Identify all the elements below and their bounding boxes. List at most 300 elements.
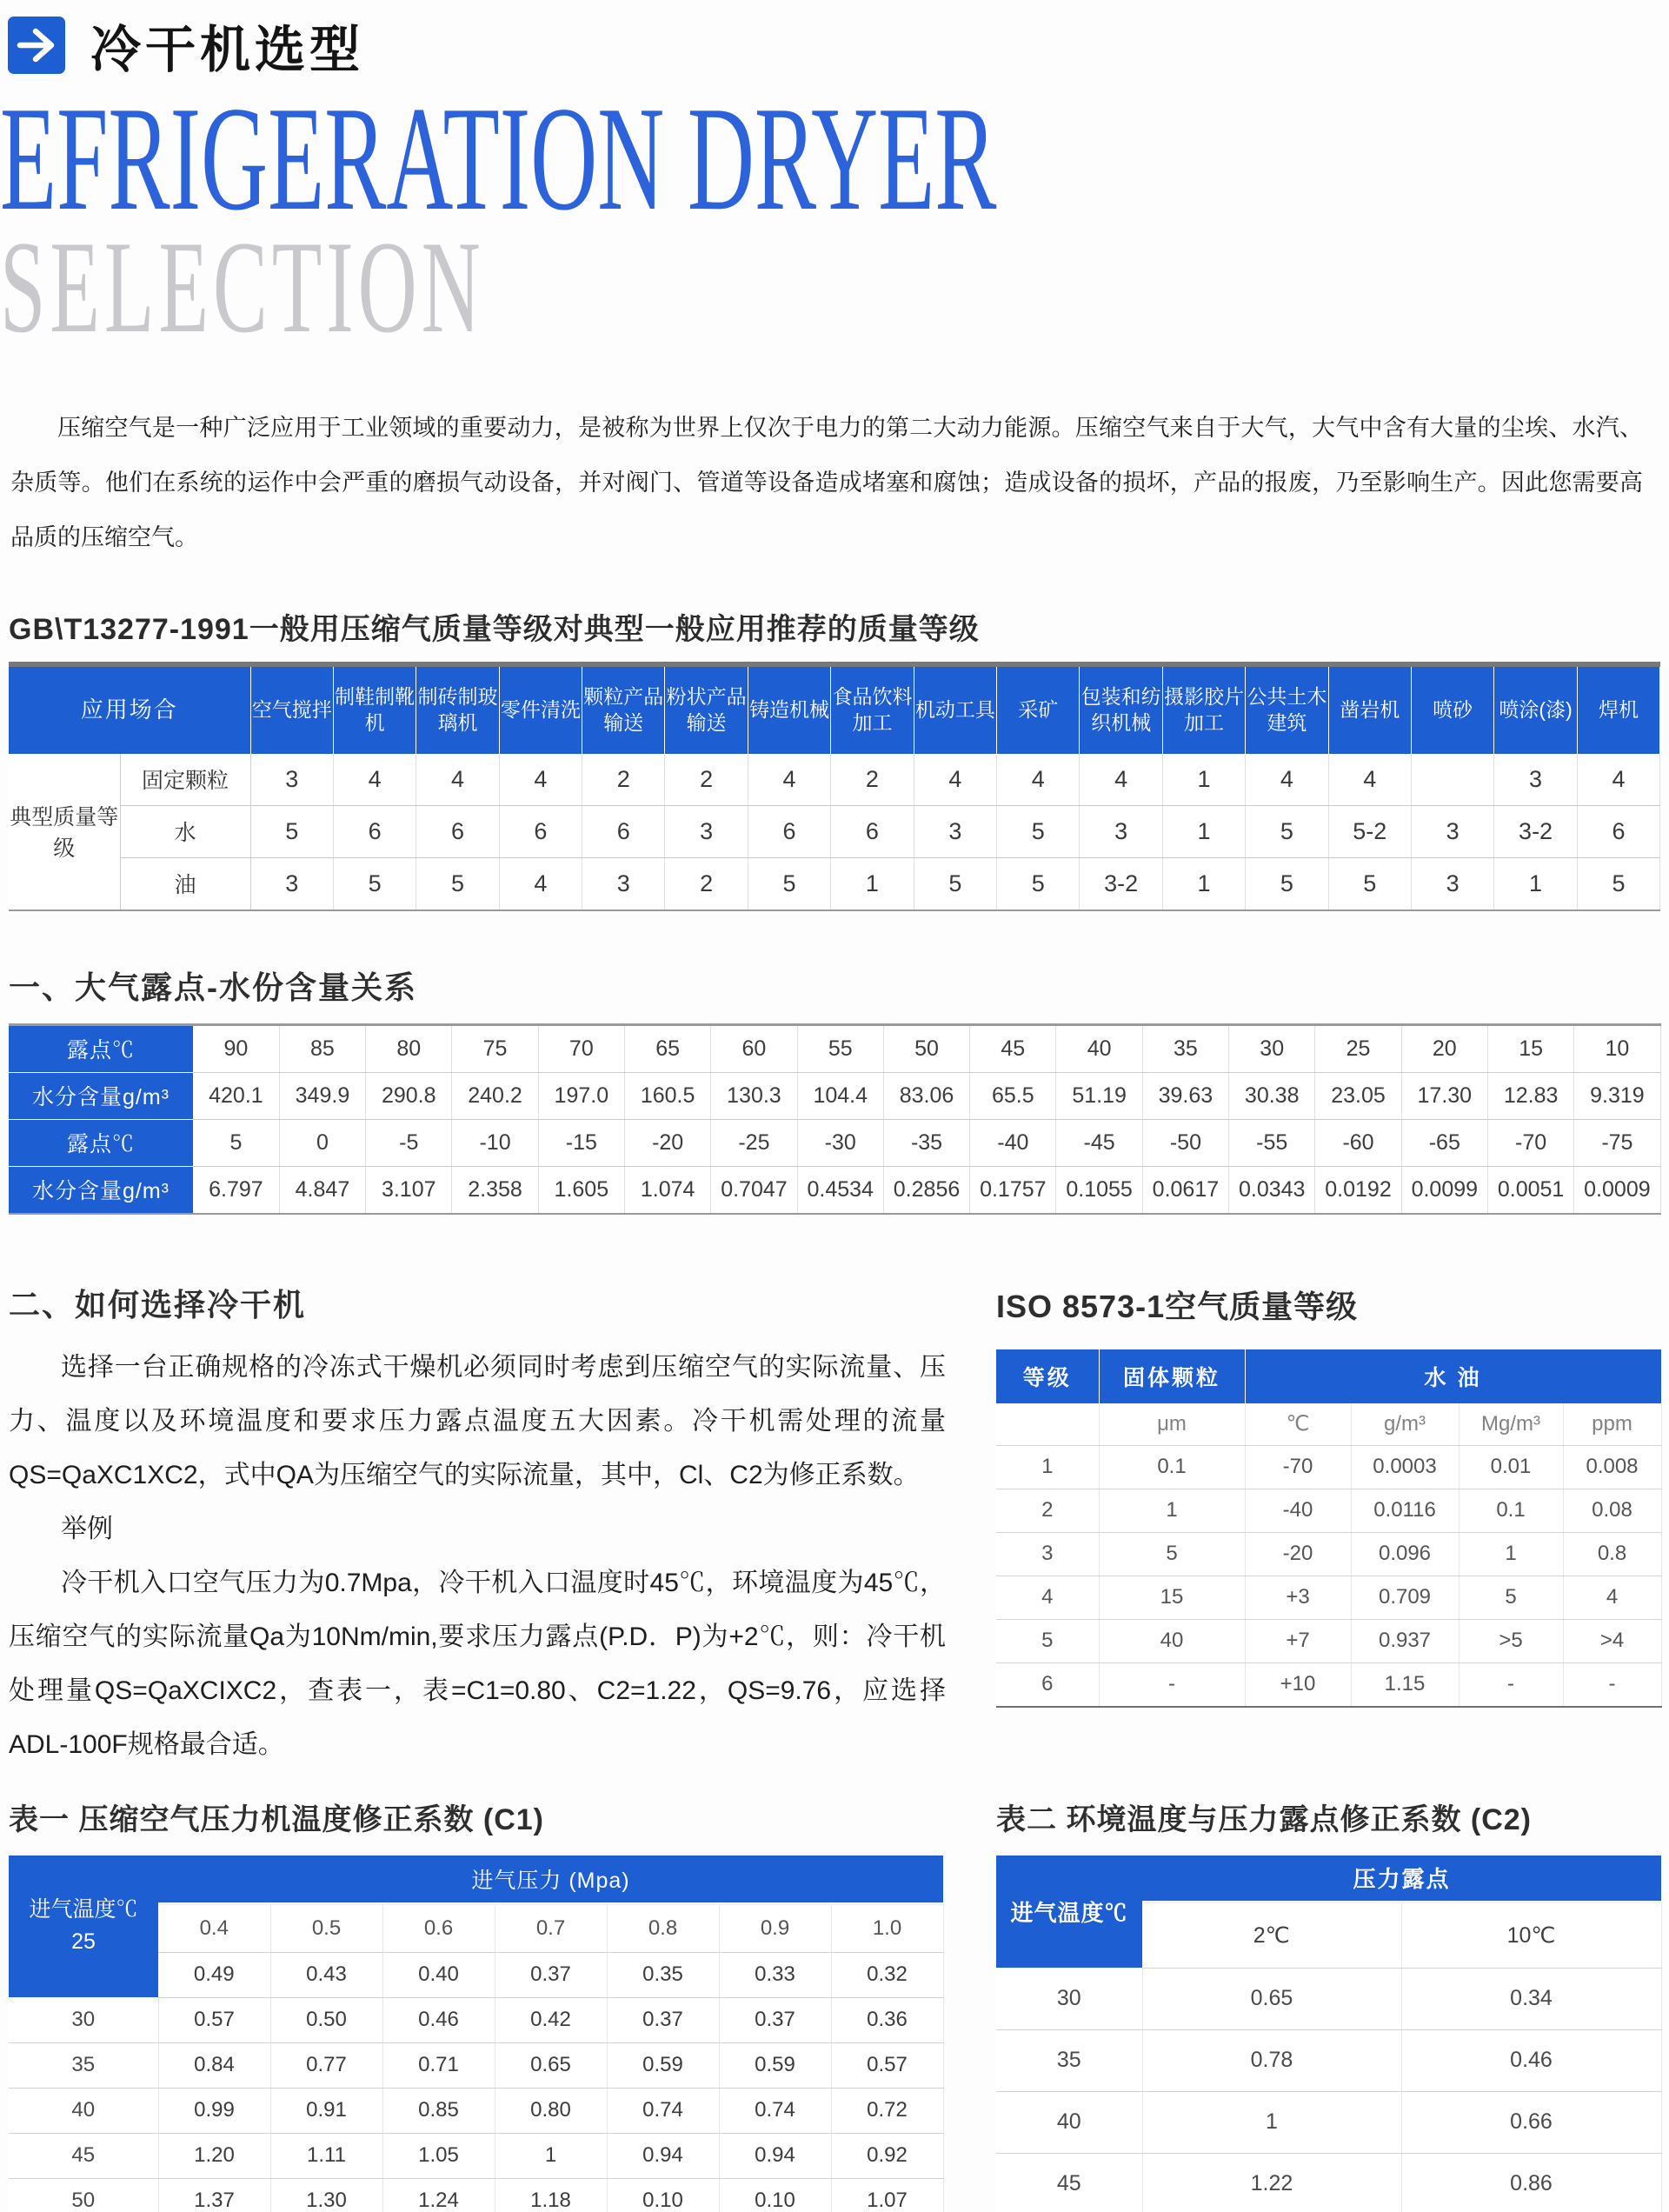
cell: 0.92 [831, 2133, 943, 2178]
cell: 0.74 [607, 2088, 719, 2133]
cell: 0.91 [270, 2088, 382, 2133]
c2-table-heading: 表二 环境温度与压力露点修正系数 (C2) [996, 1802, 1532, 1836]
cell: 1 [1142, 2091, 1401, 2153]
cell: 30.38 [1229, 1072, 1315, 1119]
cell: -15 [538, 1119, 624, 1166]
gb-column-header: 颗粒产品输送 [582, 664, 665, 754]
cell: -20 [1245, 1532, 1351, 1576]
gb-column-header: 制砖制玻璃机 [416, 664, 499, 754]
cell: 1.20 [158, 2133, 270, 2178]
cell: +3 [1245, 1576, 1351, 1619]
dewpoint-table [9, 1023, 1661, 1215]
cell: 0.77 [270, 2042, 382, 2088]
cell: 4 [1080, 754, 1162, 806]
cell: 0.10 [719, 2178, 831, 2212]
table-row [9, 1997, 943, 2042]
gb-column-header: 制鞋制靴机 [333, 664, 416, 754]
cell: 0.72 [831, 2088, 943, 2133]
table-row [9, 2088, 943, 2133]
cell: 0.34 [1401, 1968, 1661, 2029]
gb-column-header: 摄影胶片加工 [1162, 664, 1245, 754]
cell: 0.0192 [1315, 1166, 1401, 1214]
cell: 4 [1246, 754, 1328, 806]
cell: 3-2 [1494, 805, 1577, 857]
cell: -50 [1142, 1119, 1228, 1166]
cell: 1 [996, 1445, 1099, 1489]
cell: 1.37 [158, 2178, 270, 2212]
cell: 240.2 [452, 1072, 538, 1119]
cell: 2.358 [452, 1166, 538, 1214]
cell: - [1099, 1662, 1245, 1707]
cell: 0.1 [1099, 1445, 1245, 1489]
cell: >4 [1563, 1619, 1661, 1662]
table-row [996, 2029, 1661, 2091]
cell: 5 [333, 857, 416, 910]
cell: 0.1 [1459, 1489, 1563, 1532]
cell: 160.5 [624, 1072, 710, 1119]
gb-table-heading: GB\T13277-1991一般用压缩气质量等级对典型一般应用推荐的质量等级 [9, 612, 980, 646]
cell: 0.0003 [1351, 1445, 1459, 1489]
cell: 0.99 [158, 2088, 270, 2133]
cell: 3 [582, 857, 665, 910]
intro-paragraph: 压缩空气是一种广泛应用于工业领域的重要动力，是被称为世界上仅次于电力的第二大动力能源。压缩空气来自于大气，大气中含有大量的尘埃、水汽、杂质等。他们在系统的运作中会严重的磨损气动设备，并对阀门、管道等设备造成堵塞和腐蚀；造成设备的损坏，产品的报废，乃至影响生产。因此您需要高品质的压缩空气。 [10, 415, 1643, 550]
cell: -30 [797, 1119, 883, 1166]
cell: 1.605 [538, 1166, 624, 1214]
c1-temp-label: 50 [9, 2178, 158, 2212]
cell: 35 [1142, 1024, 1228, 1072]
cell: 104.4 [797, 1072, 883, 1119]
cell: 1.074 [624, 1166, 710, 1214]
c2-temp-label: 30 [996, 1968, 1142, 2029]
table-row [9, 857, 1660, 910]
cell: 1 [1162, 857, 1245, 910]
table-row [996, 1619, 1661, 1662]
cell: 4 [333, 754, 416, 806]
gb-column-header: 采矿 [997, 664, 1080, 754]
cell: 5 [748, 857, 830, 910]
table-row [9, 1072, 1660, 1119]
gb-column-header: 公共土木建筑 [1246, 664, 1328, 754]
c2-column [996, 1796, 1661, 2212]
dew-row-label: 露点℃ [9, 1119, 193, 1166]
gb-column-header: 机动工具 [914, 664, 996, 754]
cell: 4 [416, 754, 499, 806]
cell: 1.05 [382, 2133, 495, 2178]
cell: -70 [1245, 1445, 1351, 1489]
cell: 1.15 [1351, 1662, 1459, 1707]
cell: 3 [914, 805, 996, 857]
cell: 3 [1411, 857, 1493, 910]
c1-corner-line1: 进气温度℃ [29, 1896, 138, 1922]
cell: 3-2 [1080, 857, 1162, 910]
iso-solid-header: 固体颗粒 [1099, 1349, 1245, 1403]
cell: 5 [193, 1119, 279, 1166]
cell: 25 [1315, 1024, 1401, 1072]
cell: 4 [997, 754, 1080, 806]
cell: 1 [495, 2133, 607, 2178]
cell: 6 [996, 1662, 1099, 1707]
cell: -40 [970, 1119, 1056, 1166]
gb-column-header: 凿岩机 [1328, 664, 1411, 754]
cell: 0.43 [270, 1952, 382, 1997]
cell: 0.08 [1563, 1489, 1661, 1532]
cell: 4 [1328, 754, 1411, 806]
iso-column [996, 1281, 1661, 1708]
cell: 6 [748, 805, 830, 857]
cell: 65 [624, 1024, 710, 1072]
cell: 3 [1411, 805, 1493, 857]
cell: 1.18 [495, 2178, 607, 2212]
cell: 5 [996, 1619, 1099, 1662]
cell: 0 [279, 1119, 365, 1166]
cell: 15 [1487, 1024, 1573, 1072]
cell: 1.07 [831, 2178, 943, 2212]
cell: 0.94 [607, 2133, 719, 2178]
table-row [9, 1024, 1660, 1072]
dew-row-label: 水分含量g/m³ [9, 1166, 193, 1214]
dew-row-label: 水分含量g/m³ [9, 1072, 193, 1119]
c2-header-row [996, 1856, 1661, 1902]
iso-table-heading: ISO 8573-1空气质量等级 [996, 1288, 1359, 1324]
gb-corner-label: 应用场合 [9, 664, 250, 754]
cell: 420.1 [193, 1072, 279, 1119]
cell: 50 [883, 1024, 969, 1072]
cell: 60 [711, 1024, 797, 1072]
cell: 6.797 [193, 1166, 279, 1214]
cell: +10 [1245, 1662, 1351, 1707]
section2-heading: 二、如何选择冷干机 [9, 1286, 307, 1323]
cell: 0.0617 [1142, 1166, 1228, 1214]
cell: 6 [333, 805, 416, 857]
table-row [996, 1445, 1661, 1489]
correction-tables-row [0, 1796, 1669, 2212]
cell: 0.1757 [970, 1166, 1056, 1214]
cell: 0.0116 [1351, 1489, 1459, 1532]
cell: 2 [665, 754, 748, 806]
cell: 3 [250, 857, 333, 910]
cell: 4 [748, 754, 830, 806]
cell: 1 [1162, 754, 1245, 806]
cell: 4 [996, 1576, 1099, 1619]
cell: 6 [1577, 805, 1659, 857]
gb-row-group-label: 典型质量等级 [9, 754, 120, 910]
cell: 83.06 [883, 1072, 969, 1119]
gb-column-header: 零件清洗 [499, 664, 582, 754]
cell: 3 [996, 1532, 1099, 1576]
cell: 6 [416, 805, 499, 857]
c1-correction-table [9, 1856, 944, 2212]
cell: 3 [1494, 754, 1577, 806]
cell: 12.83 [1487, 1072, 1573, 1119]
dewpoint-tick: 10℃ [1401, 1902, 1661, 1968]
gb-column-header: 包装和纺织机械 [1080, 664, 1162, 754]
cell: 0.1055 [1056, 1166, 1142, 1214]
cell: -40 [1245, 1489, 1351, 1532]
pressure-tick: 0.9 [719, 1903, 831, 1952]
cell: 4.847 [279, 1166, 365, 1214]
cell: -60 [1315, 1119, 1401, 1166]
cell: 2 [831, 754, 914, 806]
cell: 4 [914, 754, 996, 806]
unit-cell: g/m³ [1351, 1403, 1459, 1446]
c2-dewpoint-header: 压力露点 [1142, 1856, 1661, 1902]
english-subtitle: SELECTION [0, 214, 485, 361]
cell: 0.32 [831, 1952, 943, 1997]
table-row [996, 2091, 1661, 2153]
cell: 5 [1577, 857, 1659, 910]
cell: -45 [1056, 1119, 1142, 1166]
cell: 0.84 [158, 2042, 270, 2088]
section2-paragraph: 选择一台正确规格的冷冻式干燥机必须同时考虑到压缩空气的实际流量、压力、温度以及环境温度和要求压力露点温度五大因素。冷干机需处理的流量QS=QaXC1XC2，式中QA为压缩空气的实际流量，其中，Cl、C2为修正系数。 [9, 1352, 946, 1489]
gb-column-header: 焊机 [1577, 664, 1659, 754]
cell: >5 [1459, 1619, 1563, 1662]
gb-column-header: 食品饮料加工 [831, 664, 914, 754]
cell: 0.78 [1142, 2029, 1401, 2091]
cell: 6 [831, 805, 914, 857]
cell: 6 [499, 805, 582, 857]
cell: 0.80 [495, 2088, 607, 2133]
cell: 45 [970, 1024, 1056, 1072]
cell: 0.59 [607, 2042, 719, 2088]
iso-grade-header: 等级 [996, 1349, 1099, 1403]
cell: 1.24 [382, 2178, 495, 2212]
c1-temp-label: 30 [9, 1997, 158, 2042]
table-row [9, 2133, 943, 2178]
c1-table-heading: 表一 压缩空气压力机温度修正系数 (C1) [9, 1802, 544, 1836]
unit-cell: ℃ [1245, 1403, 1351, 1446]
cell: 90 [193, 1024, 279, 1072]
cell: 0.01 [1459, 1445, 1563, 1489]
table-row [996, 1968, 1661, 2029]
cell: 0.0343 [1229, 1166, 1315, 1214]
table-row [996, 1662, 1661, 1707]
section1-heading: 一、大气露点-水份含量关系 [9, 969, 417, 1005]
gb-column-header: 铸造机械 [748, 664, 830, 754]
cell: 5 [416, 857, 499, 910]
unit-cell: μm [1099, 1403, 1245, 1446]
cell: - [1459, 1662, 1563, 1707]
c1-corner-line2: 25 [71, 1929, 96, 1955]
cell: 0.59 [719, 2042, 831, 2088]
cell: 4 [499, 857, 582, 910]
pressure-tick: 1.0 [831, 1903, 943, 1952]
cell: 65.5 [970, 1072, 1056, 1119]
cell: 15 [1099, 1576, 1245, 1619]
example-paragraph: 冷干机入口空气压力为0.7Mpa，冷干机入口温度时45℃，环境温度为45℃，压缩空气的实际流量Qa为10Nm/min,要求压力露点(P.D．P)为+2℃，则：冷干机处理量QS=QaXCIXC2，查表一，表=C1=0.80、C2=1.22，QS=9.76，应选择ADL-100F规格最合适。 [9, 1569, 946, 1760]
iso-units-row [996, 1403, 1661, 1446]
cell: 40 [1099, 1619, 1245, 1662]
cell: 0.2856 [883, 1166, 969, 1214]
c2-temp-label: 45 [996, 2153, 1142, 2212]
gb-row-label: 水 [120, 805, 250, 857]
cell [996, 1403, 1099, 1446]
pressure-tick: 0.5 [270, 1903, 382, 1952]
c1-temp-label: 40 [9, 2088, 158, 2133]
cell: 17.30 [1401, 1072, 1487, 1119]
cell: 75 [452, 1024, 538, 1072]
arrow-icon [7, 16, 66, 75]
table-row [996, 1576, 1661, 1619]
cell: -10 [452, 1119, 538, 1166]
cell: 3 [250, 754, 333, 806]
cell: 2 [582, 754, 665, 806]
table-row [996, 1532, 1661, 1576]
dewpoint-tick: 2℃ [1142, 1902, 1401, 1968]
cell: 0.0009 [1574, 1166, 1660, 1214]
cell: 0.85 [382, 2088, 495, 2133]
cell: 0.74 [719, 2088, 831, 2133]
cell: 0.35 [607, 1952, 719, 1997]
c2-temp-label: 35 [996, 2029, 1142, 2091]
table-row [9, 805, 1660, 857]
cell: -75 [1574, 1119, 1660, 1166]
cell: 0.50 [270, 1997, 382, 2042]
gb-column-header: 喷涂(漆) [1494, 664, 1577, 754]
cell: 10 [1574, 1024, 1660, 1072]
cell: -5 [366, 1119, 452, 1166]
gb-column-header: 喷砂 [1411, 664, 1493, 754]
cell: 0.46 [1401, 2029, 1661, 2091]
cell: 3.107 [366, 1166, 452, 1214]
cell: -55 [1229, 1119, 1315, 1166]
cell: 40 [1056, 1024, 1142, 1072]
table-row [9, 2178, 943, 2212]
cell: 3 [665, 805, 748, 857]
cell: 290.8 [366, 1072, 452, 1119]
cell: 5 [1099, 1532, 1245, 1576]
cell: 0.37 [719, 1997, 831, 2042]
cell: 1 [1162, 805, 1245, 857]
english-title: EFRIGERATION DRYER [0, 77, 997, 242]
cell: - [1563, 1662, 1661, 1707]
cell: 4 [499, 754, 582, 806]
table-row [996, 1489, 1661, 1532]
cell: 30 [1229, 1024, 1315, 1072]
cell: -25 [711, 1119, 797, 1166]
table-row [9, 2042, 943, 2088]
cell: 0.49 [158, 1952, 270, 1997]
page-title: 冷干机选型 [90, 22, 365, 78]
cell: 5 [250, 805, 333, 857]
table-row [9, 754, 1660, 806]
cell: 0.4534 [797, 1166, 883, 1214]
gb-header-row [9, 664, 1660, 754]
cell: 349.9 [279, 1072, 365, 1119]
cell: 5 [1246, 857, 1328, 910]
gb-column-header: 粉状产品输送 [665, 664, 748, 754]
cell: 0.0051 [1487, 1166, 1573, 1214]
cell: 0.33 [719, 1952, 831, 1997]
cell: 0.66 [1401, 2091, 1661, 2153]
cell: 1.22 [1142, 2153, 1401, 2212]
cell: 0.71 [382, 2042, 495, 2088]
cell: 1 [1099, 1489, 1245, 1532]
pressure-tick: 0.7 [495, 1903, 607, 1952]
cell: 1 [831, 857, 914, 910]
table-row [9, 1119, 1660, 1166]
cell: 4 [1563, 1576, 1661, 1619]
unit-cell: Mg/m³ [1459, 1403, 1563, 1446]
cell: 0.86 [1401, 2153, 1661, 2212]
cell: 0.94 [719, 2133, 831, 2178]
pressure-tick: 0.8 [607, 1903, 719, 1952]
iso-header-row [996, 1349, 1661, 1403]
cell: +7 [1245, 1619, 1351, 1662]
cell: 39.63 [1142, 1072, 1228, 1119]
cell: 5 [997, 857, 1080, 910]
cell: 1.30 [270, 2178, 382, 2212]
cell: 0.36 [831, 1997, 943, 2042]
table-row [9, 1166, 1660, 1214]
iso-quality-table [996, 1349, 1662, 1708]
c1-pressure-header: 进气压力 (Mpa) [158, 1856, 943, 1904]
cell: 5 [1459, 1576, 1563, 1619]
cell [1411, 754, 1493, 806]
cell: 2 [996, 1489, 1099, 1532]
cell: 0.937 [1351, 1619, 1459, 1662]
cell: 0.709 [1351, 1576, 1459, 1619]
section2-row [0, 1281, 1669, 1773]
cell: -20 [624, 1119, 710, 1166]
cell: 0.10 [607, 2178, 719, 2212]
c1-header-row [9, 1856, 943, 1904]
cell: 0.42 [495, 1997, 607, 2042]
cell: 85 [279, 1024, 365, 1072]
cell: 5 [1246, 805, 1328, 857]
cell: 55 [797, 1024, 883, 1072]
cell: 6 [582, 805, 665, 857]
cell: 1 [1494, 857, 1577, 910]
cell: 1.11 [270, 2133, 382, 2178]
dew-row-label: 露点℃ [9, 1024, 193, 1072]
cell: 1 [1459, 1532, 1563, 1576]
cell: 4 [1577, 754, 1659, 806]
cell: 3 [1080, 805, 1162, 857]
cell: 51.19 [1056, 1072, 1142, 1119]
c1-temp-label: 45 [9, 2133, 158, 2178]
c2-temp-label: 40 [996, 2091, 1142, 2153]
cell: 0.57 [158, 1997, 270, 2042]
gb-row-label: 油 [120, 857, 250, 910]
c1-corner-label [9, 1856, 158, 1998]
cell: 0.008 [1563, 1445, 1661, 1489]
gb-quality-table [9, 662, 1660, 911]
cell: 0.57 [831, 2042, 943, 2088]
cell: -70 [1487, 1119, 1573, 1166]
cell: 70 [538, 1024, 624, 1072]
cell: 5 [914, 857, 996, 910]
table-row [996, 2153, 1661, 2212]
cell: 0.46 [382, 1997, 495, 2042]
page-header [0, 0, 1669, 82]
c2-correction-table [996, 1856, 1662, 2212]
c2-corner-label: 进气温度℃ [996, 1856, 1142, 1969]
example-label: 举例 [61, 1515, 113, 1544]
cell: 197.0 [538, 1072, 624, 1119]
cell: 0.37 [495, 1952, 607, 1997]
cell: 0.0099 [1401, 1166, 1487, 1214]
cell: 130.3 [711, 1072, 797, 1119]
cell: 0.37 [607, 1997, 719, 2042]
pressure-tick: 0.4 [158, 1903, 270, 1952]
pressure-tick: 0.6 [382, 1903, 495, 1952]
gb-column-header: 空气搅拌 [250, 664, 333, 754]
cell: 5 [997, 805, 1080, 857]
gb-row-label: 固定颗粒 [120, 754, 250, 806]
c1-column [9, 1796, 946, 2212]
cell: 0.8 [1563, 1532, 1661, 1576]
cell: 0.65 [495, 2042, 607, 2088]
